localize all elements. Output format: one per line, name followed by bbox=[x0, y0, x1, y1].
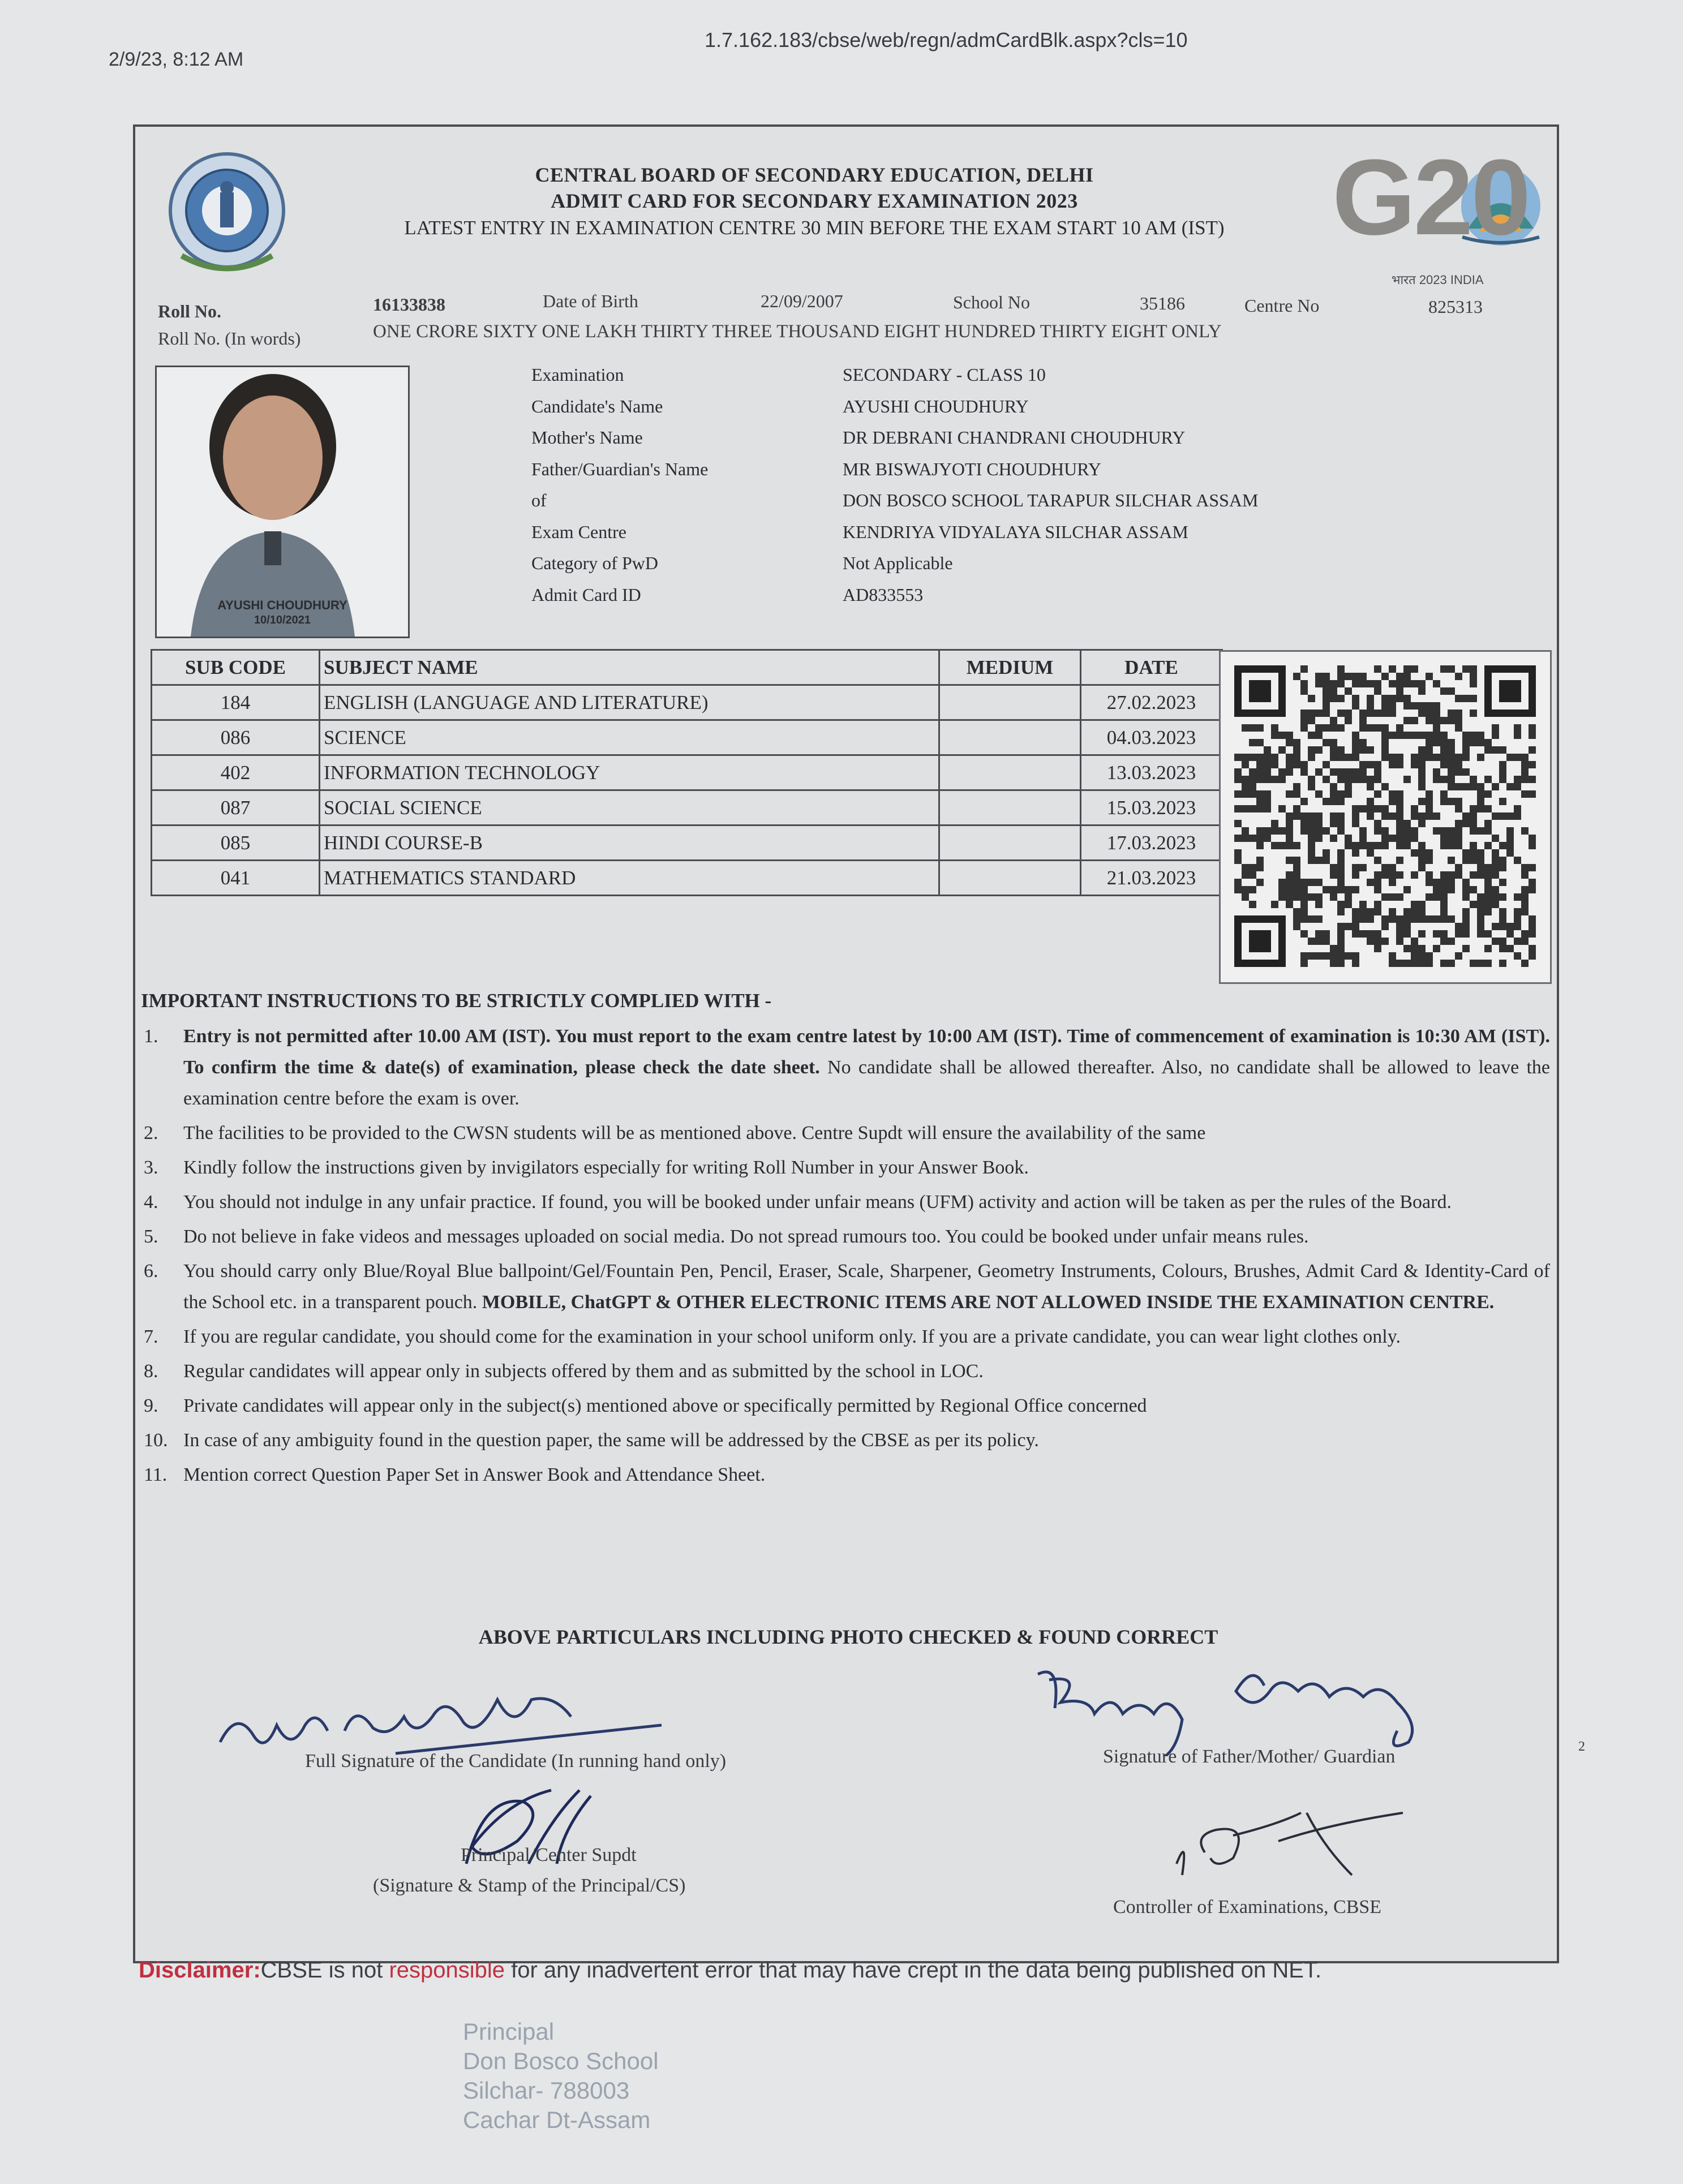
school-label: School No bbox=[953, 292, 1030, 312]
disclaimer-text-b: for any inadvertent error that may have crept in the data being published on NET. bbox=[505, 1958, 1322, 1983]
detail-label: Mother's Name bbox=[531, 427, 643, 448]
item-bold-text: Entry is not permitted after 10.00 AM (IST). You must report to the exam centre latest by 10:00 AM (IST). Time of commencement of examination is 10:30 AM (IST). To confirm the time & date(s) of examination, please check the date sheet. bbox=[183, 1026, 1550, 1078]
cbse-emblem-icon bbox=[159, 148, 295, 284]
detail-label: Admit Card ID bbox=[531, 584, 641, 605]
item-number: 3. bbox=[144, 1157, 158, 1178]
header-date: DATE bbox=[1081, 650, 1222, 685]
list-item bbox=[141, 1256, 1550, 1318]
centre-value: 825313 bbox=[1428, 296, 1483, 317]
detail-value: Not Applicable bbox=[843, 553, 953, 573]
table-row bbox=[152, 720, 1222, 755]
item-number: 4. bbox=[144, 1192, 158, 1213]
entry-note: LATEST ENTRY IN EXAMINATION CENTRE 30 MIN BEFORE THE EXAM START 10 AM (IST) bbox=[404, 217, 1225, 239]
instructions-list bbox=[141, 1021, 1550, 1494]
candidate-photo bbox=[155, 366, 410, 638]
detail-value: MR BISWAJYOTI CHOUDHURY bbox=[843, 458, 1101, 479]
detail-label: Exam Centre bbox=[531, 521, 626, 542]
table-header-row bbox=[152, 650, 1222, 685]
exam-date: 21.03.2023 bbox=[1081, 861, 1222, 896]
list-item bbox=[141, 1117, 1550, 1149]
principal-label: Principal/Center Supdt bbox=[461, 1845, 637, 1865]
sub-code: 087 bbox=[152, 790, 320, 826]
detail-value: DON BOSCO SCHOOL TARAPUR SILCHAR ASSAM bbox=[843, 490, 1259, 510]
title-block bbox=[305, 162, 1324, 242]
exam-date: 27.02.2023 bbox=[1081, 685, 1222, 720]
photo-caption-date: 10/10/2021 bbox=[254, 614, 311, 626]
item-number: 8. bbox=[144, 1361, 158, 1382]
header-sub-code: SUB CODE bbox=[152, 650, 320, 685]
sub-code: 402 bbox=[152, 755, 320, 790]
dob-label: Date of Birth bbox=[543, 291, 638, 311]
sub-code: 085 bbox=[152, 826, 320, 861]
disclaimer bbox=[139, 1958, 1321, 1983]
table-row bbox=[152, 826, 1222, 861]
medium bbox=[939, 826, 1081, 861]
list-item bbox=[141, 1356, 1550, 1387]
subject-name: INFORMATION TECHNOLOGY bbox=[320, 755, 939, 790]
table-row bbox=[152, 861, 1222, 896]
item-number: 10. bbox=[144, 1430, 168, 1451]
page-marker: 2 bbox=[1578, 1739, 1585, 1754]
item-text: Do not believe in fake videos and messages uploaded on social media. Do not spread rumours too. You could be booked under unfair means rules. bbox=[183, 1226, 1309, 1247]
table-row bbox=[152, 685, 1222, 720]
detail-label: Examination bbox=[531, 364, 624, 385]
candidate-portrait-icon bbox=[157, 367, 408, 637]
item-number: 6. bbox=[144, 1261, 158, 1282]
item-text: If you are regular candidate, you should come for the examination in your school uniform only. If you are a private candidate, you can wear light clothes only. bbox=[183, 1326, 1401, 1347]
medium bbox=[939, 720, 1081, 755]
item-text: You should carry only Blue/Royal Blue ballpoint/Gel/Fountain Pen, Pencil, Eraser, Scale, Sharpener, Geometry Instruments, Colours, Brushes, Admit Card & Identity-Card of the School etc. in a transparent pouch. bbox=[183, 1261, 1550, 1313]
item-text: In case of any ambiguity found in the question paper, the same will be addressed by the CBSE as per its policy. bbox=[183, 1430, 1039, 1451]
stamp-line: Silchar- 788003 bbox=[463, 2077, 630, 2104]
detail-value: DR DEBRANI CHANDRANI CHOUDHURY bbox=[843, 427, 1186, 448]
detail-label: Father/Guardian's Name bbox=[531, 458, 709, 479]
item-number: 5. bbox=[144, 1226, 158, 1247]
school-value: 35186 bbox=[1140, 293, 1185, 313]
item-text: You should not indulge in any unfair practice. If found, you will be booked under unfair means (UFM) activity and action will be taken as per the rules of the Board. bbox=[183, 1192, 1452, 1213]
stamp-line: Don Bosco School bbox=[463, 2048, 659, 2074]
header-medium: MEDIUM bbox=[939, 650, 1081, 685]
admit-card bbox=[133, 124, 1585, 1963]
detail-value: SECONDARY - CLASS 10 bbox=[843, 364, 1046, 385]
detail-value: AYUSHI CHOUDHURY bbox=[843, 395, 1029, 416]
stamp-line: Cachar Dt-Assam bbox=[463, 2106, 651, 2133]
item-number: 11. bbox=[144, 1464, 168, 1485]
g20-subtext: भारत 2023 INDIA bbox=[1392, 273, 1484, 287]
roll-words-value: ONE CRORE SIXTY ONE LAKH THIRTY THREE THOUSAND EIGHT HUNDRED THIRTY EIGHT ONLY bbox=[373, 321, 1222, 342]
exam-date: 13.03.2023 bbox=[1081, 755, 1222, 790]
medium bbox=[939, 790, 1081, 826]
item-text: Private candidates will appear only in the subject(s) mentioned above or specifically permitted by Regional Office concerned bbox=[183, 1395, 1147, 1416]
disclaimer-tag: Disclaimer: bbox=[139, 1958, 261, 1983]
header-subject-name: SUBJECT NAME bbox=[320, 650, 939, 685]
list-item bbox=[141, 1021, 1550, 1114]
table-row bbox=[152, 790, 1222, 826]
item-number: 2. bbox=[144, 1123, 158, 1143]
list-item bbox=[141, 1186, 1550, 1218]
sub-code: 184 bbox=[152, 685, 320, 720]
qr-code-icon bbox=[1221, 652, 1550, 982]
detail-label: of bbox=[531, 490, 547, 510]
subject-table bbox=[151, 649, 1223, 896]
medium bbox=[939, 861, 1081, 896]
detail-value: KENDRIYA VIDYALAYA SILCHAR ASSAM bbox=[843, 521, 1188, 542]
medium bbox=[939, 755, 1081, 790]
list-item bbox=[141, 1321, 1550, 1352]
medium bbox=[939, 685, 1081, 720]
table-row bbox=[152, 755, 1222, 790]
detail-label: Category of PwD bbox=[531, 553, 658, 573]
centre-label: Centre No bbox=[1244, 295, 1320, 316]
roll-value: 16133838 bbox=[373, 294, 445, 315]
stamp-line: Principal bbox=[463, 2018, 555, 2045]
item-text: No candidate shall be allowed thereafter. Also, no candidate shall be allowed to leave the examination centre before the exam is over. bbox=[183, 1057, 1550, 1109]
exam-date: 15.03.2023 bbox=[1081, 790, 1222, 826]
exam-date: 17.03.2023 bbox=[1081, 826, 1222, 861]
parent-signature-label: Signature of Father/Mother/ Guardian bbox=[1103, 1746, 1396, 1767]
controller-signature-icon bbox=[1165, 1802, 1414, 1892]
subject-name: HINDI COURSE-B bbox=[320, 826, 939, 861]
parent-signature-icon bbox=[1027, 1657, 1559, 1756]
subject-name: MATHEMATICS STANDARD bbox=[320, 861, 939, 896]
item-number: 7. bbox=[144, 1326, 158, 1347]
g20-text: G20 bbox=[1332, 137, 1529, 257]
item-text: Regular candidates will appear only in subjects offered by them and as submitted by the school in LOC. bbox=[183, 1361, 984, 1382]
candidate-signature-label: Full Signature of the Candidate (In running hand only) bbox=[305, 1751, 727, 1772]
item-number: 9. bbox=[144, 1395, 158, 1416]
subject-name: ENGLISH (LANGUAGE AND LITERATURE) bbox=[320, 685, 939, 720]
subject-name: SCIENCE bbox=[320, 720, 939, 755]
dob-value: 22/09/2007 bbox=[761, 291, 843, 311]
item-number: 1. bbox=[144, 1026, 158, 1047]
page-url: 1.7.162.183/cbse/web/regn/admCardBlk.aspx?cls=10 bbox=[705, 28, 1188, 51]
subject-name: SOCIAL SCIENCE bbox=[320, 790, 939, 826]
item-text: The facilities to be provided to the CWSN students will be as mentioned above. Centre Supdt will ensure the availability of the same bbox=[183, 1123, 1206, 1143]
controller-label: Controller of Examinations, CBSE bbox=[1113, 1897, 1382, 1918]
print-datetime: 2/9/23, 8:12 AM bbox=[109, 49, 244, 70]
board-name: CENTRAL BOARD OF SECONDARY EDUCATION, DELHI bbox=[535, 164, 1094, 186]
detail-value: AD833553 bbox=[843, 584, 924, 605]
exam-date: 04.03.2023 bbox=[1081, 720, 1222, 755]
roll-label: Roll No. bbox=[158, 301, 221, 321]
photo-caption-name: AYUSHI CHOUDHURY bbox=[217, 598, 347, 612]
card-title: ADMIT CARD FOR SECONDARY EXAMINATION 2023 bbox=[551, 190, 1078, 212]
disclaimer-text-red: responsible bbox=[389, 1958, 505, 1983]
item-text: Mention correct Question Paper Set in Answer Book and Attendance Sheet. bbox=[183, 1464, 766, 1485]
list-item bbox=[141, 1459, 1550, 1490]
sub-code: 041 bbox=[152, 861, 320, 896]
g20-logo bbox=[1332, 137, 1547, 296]
detail-label: Candidate's Name bbox=[531, 395, 663, 416]
list-item bbox=[141, 1425, 1550, 1456]
list-item bbox=[141, 1390, 1550, 1421]
list-item bbox=[141, 1221, 1550, 1252]
item-bold-text: MOBILE, ChatGPT & OTHER ELECTRONIC ITEMS ARE NOT ALLOWED INSIDE THE EXAMINATION CENTRE. bbox=[482, 1292, 1495, 1313]
qr-code bbox=[1219, 650, 1552, 984]
sub-code: 086 bbox=[152, 720, 320, 755]
instructions-title: IMPORTANT INSTRUCTIONS TO BE STRICTLY COMPLIED WITH - bbox=[141, 990, 772, 1012]
roll-words-label: Roll No. (In words) bbox=[158, 328, 301, 349]
item-text: Kindly follow the instructions given by invigilators especially for writing Roll Number in your Answer Book. bbox=[183, 1157, 1029, 1178]
verification-note: ABOVE PARTICULARS INCLUDING PHOTO CHECKED & FOUND CORRECT bbox=[478, 1626, 1218, 1648]
list-item bbox=[141, 1152, 1550, 1183]
principal-stamp bbox=[463, 2017, 659, 2135]
principal-sub-label: (Signature & Stamp of the Principal/CS) bbox=[373, 1875, 686, 1896]
disclaimer-text-a: CBSE is not bbox=[260, 1958, 389, 1983]
